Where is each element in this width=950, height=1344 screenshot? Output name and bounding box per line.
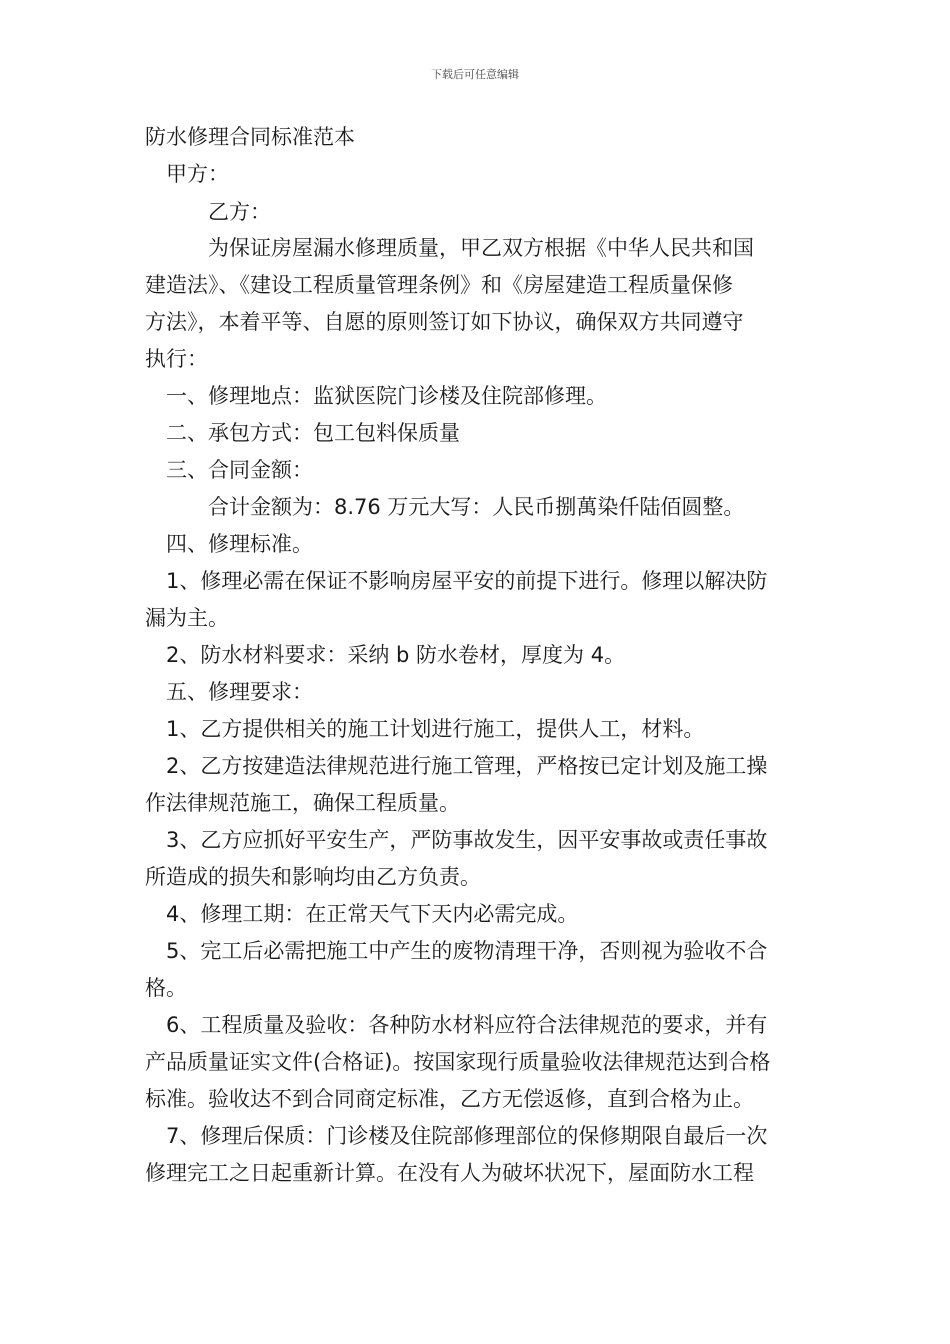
text-line: 修理完工之日起重新计算。在没有人为破坏状况下，屋面防水工程 xyxy=(145,1161,754,1185)
contract-amount: 合计金额为：8.76 万元大写：人民币捌萬染仟陆佰圆整。 xyxy=(208,495,745,519)
text-line: 2、防水材料要求：采纳 b 防水卷材，厚度为 4。 xyxy=(166,643,626,667)
text-line: 3、乙方应抓好平安生产，严防事故发生，因平安事故或责任事故 xyxy=(166,828,768,852)
text-line: 作法律规范施工，确保工程质量。 xyxy=(145,791,460,815)
section-heading: 三、合同金额： xyxy=(166,458,313,482)
section-heading: 四、修理标准。 xyxy=(166,532,313,556)
text-line: 1、修理必需在保证不影响房屋平安的前提下进行。修理以解决防 xyxy=(166,569,768,593)
text-line: 产品质量证实文件(合格证)。按国家现行质量验收法律规范达到合格 xyxy=(145,1050,771,1074)
text-line: 6、工程质量及验收：各种防水材料应符合法律规范的要求，并有 xyxy=(166,1013,768,1037)
text-line: 建造法》、《建设工程质量管理条例》和《房屋建造工程质量保修 xyxy=(145,273,733,297)
text-line: 格。 xyxy=(145,976,187,1000)
section-heading: 五、修理要求： xyxy=(166,680,313,704)
text-line: 标准。验收达不到合同商定标准，乙方无偿返修，直到合格为止。 xyxy=(145,1087,754,1111)
text-line: 漏为主。 xyxy=(145,606,229,630)
text-line: 5、完工后必需把施工中产生的废物清理干净，否则视为验收不合 xyxy=(166,939,768,963)
section-heading: 二、承包方式：包工包料保质量 xyxy=(166,421,460,445)
text-line: 2、乙方按建造法律规范进行施工管理，严格按已定计划及施工操 xyxy=(166,754,768,778)
party-b-label: 乙方： xyxy=(208,200,271,224)
text-line: 方法》，本着平等、自愿的原则签订如下协议，确保双方共同遵守 xyxy=(145,310,744,334)
text-line: 所造成的损失和影响均由乙方负责。 xyxy=(145,865,481,889)
page-header: 下载后可任意编辑 xyxy=(431,68,519,81)
text-line: 1、乙方提供相关的施工计划进行施工，提供人工，材料。 xyxy=(166,717,705,741)
text-line: 7、修理后保质：门诊楼及住院部修理部位的保修期限自最后一次 xyxy=(166,1124,768,1148)
party-a-label: 甲方： xyxy=(166,162,229,186)
section-heading: 一、修理地点：监狱医院门诊楼及住院部修理。 xyxy=(166,384,607,408)
text-line: 为保证房屋漏水修理质量，甲乙双方根据《中华人民共和国 xyxy=(208,236,754,260)
text-line: 执行： xyxy=(145,347,208,371)
document-title: 防水修理合同标准范本 xyxy=(145,125,355,149)
text-line: 4、修理工期：在正常天气下天内必需完成。 xyxy=(166,902,579,926)
